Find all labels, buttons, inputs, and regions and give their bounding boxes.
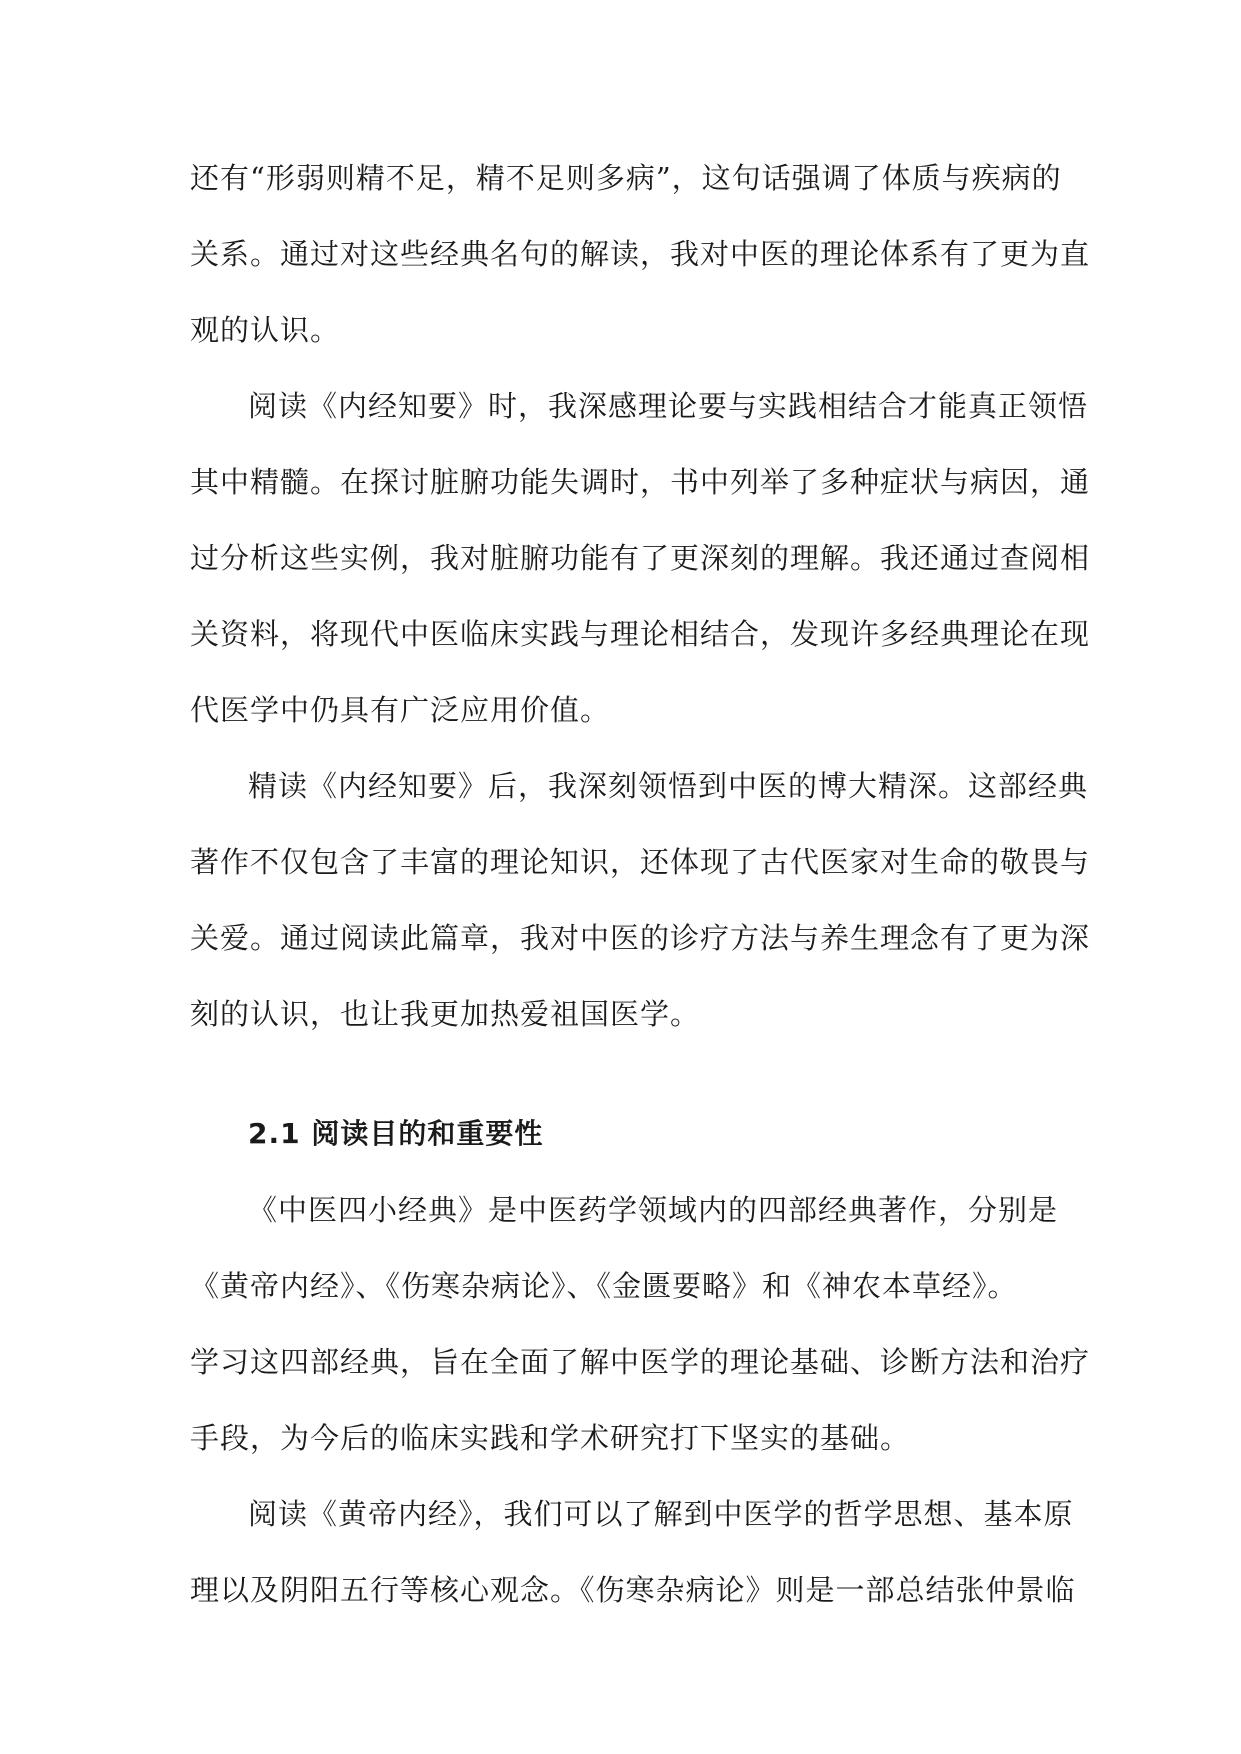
text-line: 观的认识。 (190, 313, 341, 347)
document-page (190, 140, 1091, 1628)
paragraph-body-2 (190, 368, 1091, 748)
paragraph-section-2 (190, 1476, 1076, 1628)
paragraph-section-1 (190, 1172, 1091, 1476)
text-line: 关系。通过对这些经典名句的解读，我对中医的理论体系有了更为直 (190, 237, 1091, 271)
text-line: 刻的认识，也让我更加热爱祖国医学。 (190, 997, 701, 1031)
text-line: 学习这四部经典，旨在全面了解中医学的理论基础、诊断方法和治疗 (190, 1345, 1091, 1379)
paragraph-body-1 (190, 140, 1091, 368)
text-line: 理以及阴阳五行等核心观念。《伤寒杂病论》则是一部总结张仲景临 (190, 1573, 1076, 1607)
text-line: 代医学中仍具有广泛应用价值。 (190, 693, 611, 727)
paragraph-body-3 (190, 748, 1091, 1052)
text-line: 过分析这些实例，我对脏腑功能有了更深刻的理解。我还通过查阅相 (190, 541, 1091, 575)
text-line: 阅读《黄帝内经》，我们可以了解到中医学的哲学思想、基本原 (248, 1497, 1074, 1531)
text-line: 其中精髓。在探讨脏腑功能失调时，书中列举了多种症状与病因，通 (190, 465, 1091, 499)
section-heading: 2.1 阅读目的和重要性 (248, 1117, 544, 1150)
text-line: 手段，为今后的临床实践和学术研究打下坚实的基础。 (190, 1421, 911, 1455)
text-line: 关爱。通过阅读此篇章，我对中医的诊疗方法与养生理念有了更为深 (190, 921, 1091, 955)
text-line: 《中医四小经典》是中医药学领域内的四部经典著作，分别是 (248, 1193, 1059, 1227)
text-line: 《黄帝内经》、《伤寒杂病论》、《金匮要略》和《神农本草经》。 (190, 1269, 1018, 1303)
text-line: 关资料，将现代中医临床实践与理论相结合，发现许多经典理论在现 (190, 617, 1091, 651)
text-line: 还有“形弱则精不足，精不足则多病”，这句话强调了体质与疾病的 (190, 161, 1062, 195)
text-line: 著作不仅包含了丰富的理论知识，还体现了古代医家对生命的敬畏与 (190, 845, 1091, 879)
text-line: 阅读《内经知要》时，我深感理论要与实践相结合才能真正领悟 (248, 389, 1089, 423)
text-line: 精读《内经知要》后，我深刻领悟到中医的博大精深。这部经典 (248, 769, 1089, 803)
